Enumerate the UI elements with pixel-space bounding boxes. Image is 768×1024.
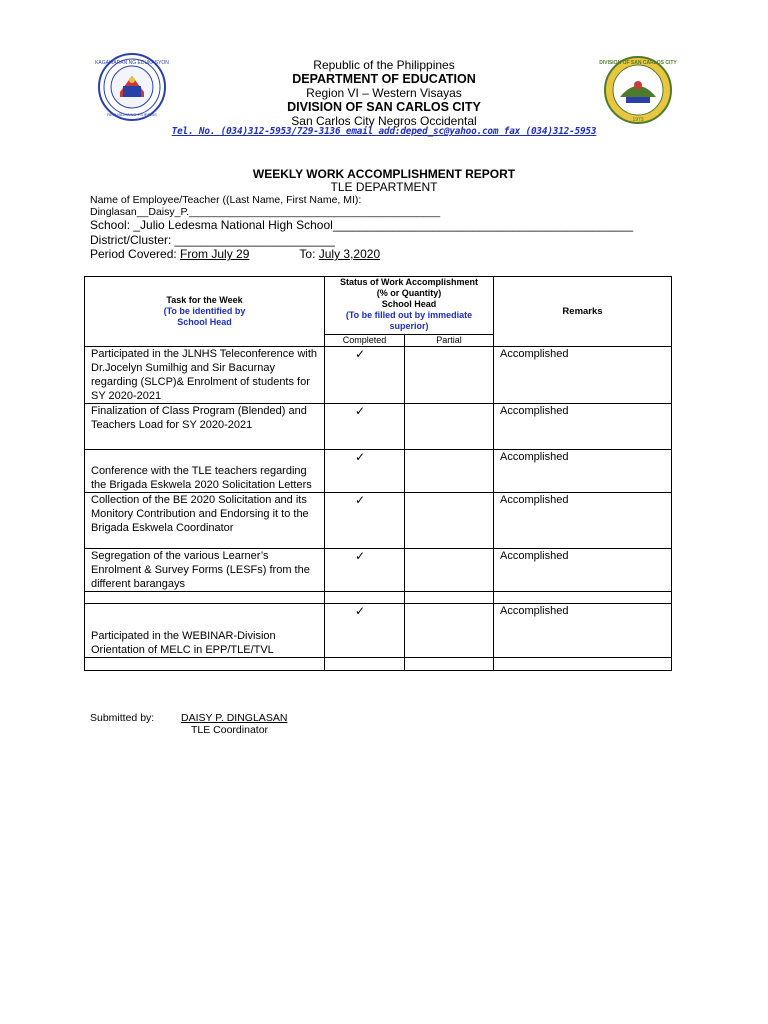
- table-row: [85, 493, 672, 549]
- svg-text:DIVISION OF SAN CARLOS CITY: DIVISION OF SAN CARLOS CITY: [599, 60, 677, 66]
- completed-check-icon: ✓: [325, 450, 405, 493]
- period-line: [90, 248, 380, 260]
- report-title: WEEKLY WORK ACCOMPLISHMENT REPORT: [252, 167, 516, 181]
- status-column-header: [325, 277, 494, 335]
- report-department: TLE DEPARTMENT: [330, 180, 438, 194]
- period-to: July 3,2020: [318, 247, 381, 261]
- school-line: School: _Julio Ledesma National High School_____________________________________________: [90, 218, 634, 232]
- republic-line: Republic of the Philippines: [313, 58, 455, 72]
- completed-check-icon: ✓: [325, 493, 405, 549]
- task-cell: Conference with the TLE teachers regarding the Brigada Eskwela 2020 Solicitation Letters: [85, 450, 325, 493]
- svg-text:REPUBLIKA NG PILIPINAS: REPUBLIKA NG PILIPINAS: [107, 112, 157, 117]
- partial-subheader: Partial: [405, 335, 494, 347]
- completed-check-icon: ✓: [325, 549, 405, 592]
- partial-cell: [405, 404, 494, 450]
- task-cell: Collection of the BE 2020 Solicitation and its Monitory Contribution and Endorsing it to the Brigada Eskwela Coordinator: [85, 493, 325, 549]
- partial-cell: [405, 604, 494, 658]
- task-cell: Participated in the WEBINAR-Division Orientation of MELC in EPP/TLE/TVL: [85, 604, 325, 658]
- period-to-label: To:: [299, 247, 319, 261]
- remark-cell: Accomplished: [494, 493, 672, 549]
- completed-check-icon: ✓: [325, 604, 405, 658]
- table-row: [85, 549, 672, 592]
- task-column-header: [85, 277, 325, 347]
- task-header-note1: (To be identified by: [163, 306, 246, 316]
- status-header-line2: (% or Quantity): [376, 288, 442, 298]
- status-header-note2: superior): [389, 321, 429, 331]
- remark-cell: Accomplished: [494, 404, 672, 450]
- signer-role: TLE Coordinator: [191, 724, 269, 736]
- region-line: Region VI – Western Visayas: [306, 86, 462, 100]
- task-cell: Participated in the JLNHS Teleconference with Dr.Jocelyn Sumilhig and Sir Bacurnay regarding (SLCP)& Enrolment of students for SY 2020-2021: [85, 347, 325, 404]
- status-header-line3: School Head: [381, 299, 437, 309]
- table-row-empty: [85, 658, 672, 671]
- partial-cell: [405, 493, 494, 549]
- status-header-note1: (To be filled out by immediate: [345, 310, 473, 320]
- status-header-line1: Status of Work Accomplishment: [339, 277, 479, 287]
- partial-cell: [405, 549, 494, 592]
- remark-cell: Accomplished: [494, 549, 672, 592]
- table-row-empty: [85, 592, 672, 604]
- period-label: Period Covered:: [90, 247, 181, 261]
- remarks-column-header: Remarks: [494, 277, 672, 347]
- svg-text:1973: 1973: [632, 117, 644, 123]
- remark-cell: Accomplished: [494, 450, 672, 493]
- completed-check-icon: ✓: [325, 404, 405, 450]
- department-line: DEPARTMENT OF EDUCATION: [292, 72, 476, 86]
- task-header-title: Task for the Week: [166, 295, 243, 305]
- table-header-row: [85, 277, 672, 335]
- submitted-by-label: Submitted by:: [90, 712, 155, 724]
- completed-check-icon: ✓: [325, 347, 405, 404]
- remark-cell: Accomplished: [494, 604, 672, 658]
- table-row: [85, 347, 672, 404]
- partial-cell: [405, 450, 494, 493]
- table-row: [85, 450, 672, 493]
- contact-line: Tel. No. (034)312-5953/729-3136 email add:deped_sc@yahoo.com fax (034)312-5953: [171, 126, 597, 137]
- task-header-note2: School Head: [177, 317, 232, 327]
- task-cell: Segregation of the various Learner’s Enrolment & Survey Forms (LESFs) from the different barangays: [85, 549, 325, 592]
- table-row: [85, 604, 672, 658]
- accomplishment-table: [84, 276, 672, 671]
- svg-text:KAGAWARAN NG EDUKASYON: KAGAWARAN NG EDUKASYON: [95, 60, 169, 66]
- task-cell: Finalization of Class Program (Blended) and Teachers Load for SY 2020-2021: [85, 404, 325, 450]
- period-from: From July 29: [180, 247, 250, 261]
- city-line: San Carlos City Negros Occidental: [291, 114, 477, 128]
- employee-name-value: Dinglasan__Daisy_P.___________________________________________: [90, 206, 441, 218]
- completed-subheader: Completed: [325, 335, 405, 347]
- district-line: District/Cluster: ________________________: [90, 233, 335, 247]
- remark-cell: Accomplished: [494, 347, 672, 404]
- division-line: DIVISION OF SAN CARLOS CITY: [287, 100, 481, 114]
- table-row: [85, 404, 672, 450]
- signer-name: DAISY P. DINGLASAN: [181, 712, 288, 724]
- employee-name-label: Name of Employee/Teacher ((Last Name, First Name, MI):: [90, 194, 362, 206]
- partial-cell: [405, 347, 494, 404]
